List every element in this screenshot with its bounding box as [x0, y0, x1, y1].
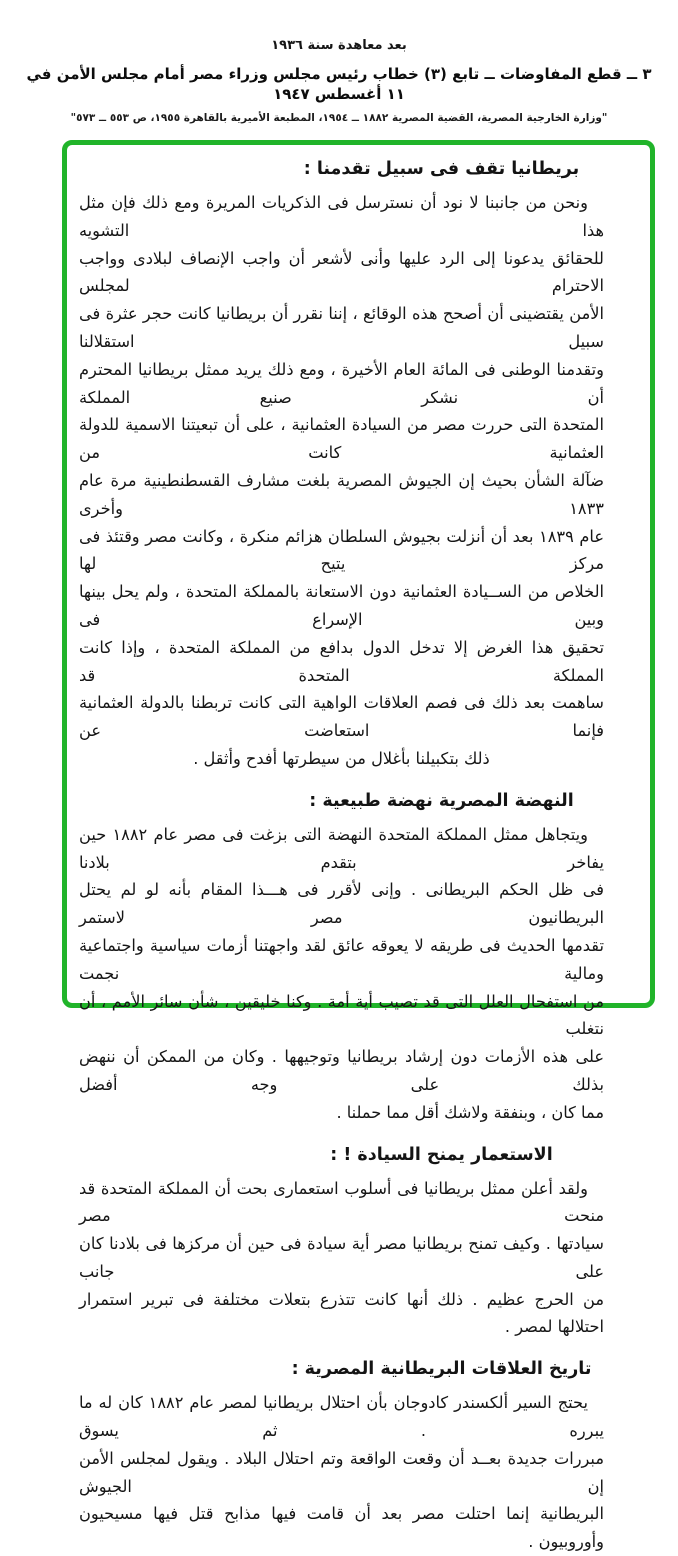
header-treaty-line: بعد معاهدة سنة ١٩٣٦	[271, 38, 407, 53]
highlighted-text-box	[62, 140, 655, 1552]
document-section	[79, 1359, 604, 1556]
text-line: للحقائق يدعونا إلى الرد عليها وأنى لأشعر أن واجب الإنصاف لبلادى وواجب الاحترام لمجلس	[79, 248, 604, 296]
section-paragraph	[79, 1389, 604, 1556]
text-line: يحتج السير ألكسندر كادوجان بأن احتلال بريطانيا لمصر عام ١٨٨٢ كان له ما يبرره . ثم يسوق	[79, 1393, 604, 1441]
text-line: فى ظل الحكم البريطانى . وإنى لأقرر فى هـــذا المقام بأنه لو لم يحتل البريطانيون مصر لاستمر	[79, 880, 604, 928]
document-section	[79, 159, 604, 773]
section-title: الاستعمار يمنح السيادة ! :	[330, 1144, 553, 1165]
header-source-citation: "وزارة الخارجية المصرية، القضية المصرية ١٨٨٢ ــ ١٩٥٤، المطبعة الأميرية بالقاهرة ١٩٥٥، ص ٥٥٣ ــ ٥٧٣"	[70, 112, 608, 124]
text-line: تقدمها الحديث فى طريقه لا يعوقه عائق لقد واجهتنا أزمات سياسية واجتماعية ومالية نجمت	[79, 935, 604, 983]
text-line: ويتجاهل ممثل المملكة المتحدة النهضة التى بزغت فى مصر عام ١٨٨٢ حين يفاخر بتقدم بلادنا	[79, 824, 604, 872]
text-line: الأمن يقتضينى أن أصحح هذه الوقائع ، إننا نقرر أن بريطانيا كانت حجر عثرة فى سبيل استقلالنا	[79, 304, 604, 351]
text-line: سيادتها . وكيف تمنح بريطانيا مصر أية سيادة فى حين أن مركزها فى بلادنا كان على جانب	[79, 1234, 604, 1281]
document-section	[79, 1145, 604, 1342]
text-line: ونحن من جانبنا لا نود أن نسترسل فى الذكريات المريرة ومع ذلك فإن مثل هذا التشويه	[79, 193, 604, 240]
text-line: عام ١٨٣٩ بعد أن أنزلت بجيوش السلطان هزائم منكرة ، وكانت مصر وقتئذ فى مركز يتيح لها	[79, 526, 604, 574]
document-header	[0, 0, 678, 124]
text-line: على هذه الأزمات دون إرشاد بريطانيا وتوجيهها . وكان من الممكن أن ننهض بذلك على وجه أفضل	[79, 1047, 604, 1094]
text-line: تحقيق هذا الغرض إلا تدخل الدول بدافع من المملكة المتحدة ، وإذا كانت المملكة المتحدة قد	[79, 637, 604, 685]
text-line: ساهمت بعد ذلك فى فصم العلاقات الواهية التى كانت تربطنا بالدولة العثمانية فإنما استعاضت عن	[79, 693, 604, 741]
section-paragraph	[79, 1175, 604, 1342]
text-line: ذلك بتكبيلنا بأغلال من سيطرتها أفدح وأثقل .	[193, 748, 490, 768]
header-title-line: ٣ ــ قطع المفاوضات ــ تابع (٣) خطاب رئيس مجلس وزراء مصر أمام مجلس الأمن في ١١ أغسطس ١٩٤٧	[26, 65, 652, 103]
text-line: وتقدمنا الوطنى فى المائة العام الأخيرة ، ومع ذلك يريد ممثل بريطانيا المحترم أن نشكر صنيع المملكة	[79, 359, 604, 407]
section-title: بريطانيا تقف فى سبيل تقدمنا :	[303, 159, 580, 179]
text-line: البريطانية إنما احتلت مصر بعد أن قامت فيها مذابح قتل فيها مسيحيون وأوروبيون .	[79, 1504, 604, 1552]
text-line: من الحرج عظيم . ذلك أنها كانت تتذرع بتعلات مختلفة فى تبرير استمرار احتلالها لمصر .	[79, 1289, 604, 1337]
section-title: النهضة المصرية نهضة طبيعية :	[309, 790, 574, 811]
text-line: مبررات جديدة بعــد أن وقعت الواقعة وتم احتلال البلاد . ويقول لمجلس الأمن إن الجيوش	[79, 1448, 604, 1496]
text-line: المتحدة التى حررت مصر من السيادة العثمانية ، على أن تبعيتنا الاسمية للدولة العثمانية كانت من	[79, 415, 604, 463]
section-paragraph	[79, 821, 604, 1127]
section-paragraph	[79, 189, 604, 773]
text-line: من استفحال العلل التى قد تصيب أية أمة . وكنا خليقين ، شأن سائر الأمم ، أن نتغلب	[79, 991, 604, 1039]
document-section	[79, 791, 604, 1127]
sections-container	[79, 159, 604, 1556]
text-line: مما كان ، وبنفقة ولاشك أقل مما حملنا .	[336, 1102, 604, 1122]
text-line: ولقد أعلن ممثل بريطانيا فى أسلوب استعمارى بحت أن المملكة المتحدة قد منحت مصر	[79, 1178, 604, 1226]
text-line: الخلاص من الســيادة العثمانية دون الاستعانة بالمملكة المتحدة ، ولم يحل بينها وبين الإسراع فى	[79, 582, 604, 629]
section-title: تاريخ العلاقات البريطانية المصرية :	[291, 1359, 592, 1380]
text-line: ضآلة الشأن بحيث إن الجيوش المصرية بلغت مشارف القسطنطينية مرة عام ١٨٣٣ وأخرى	[79, 470, 604, 518]
